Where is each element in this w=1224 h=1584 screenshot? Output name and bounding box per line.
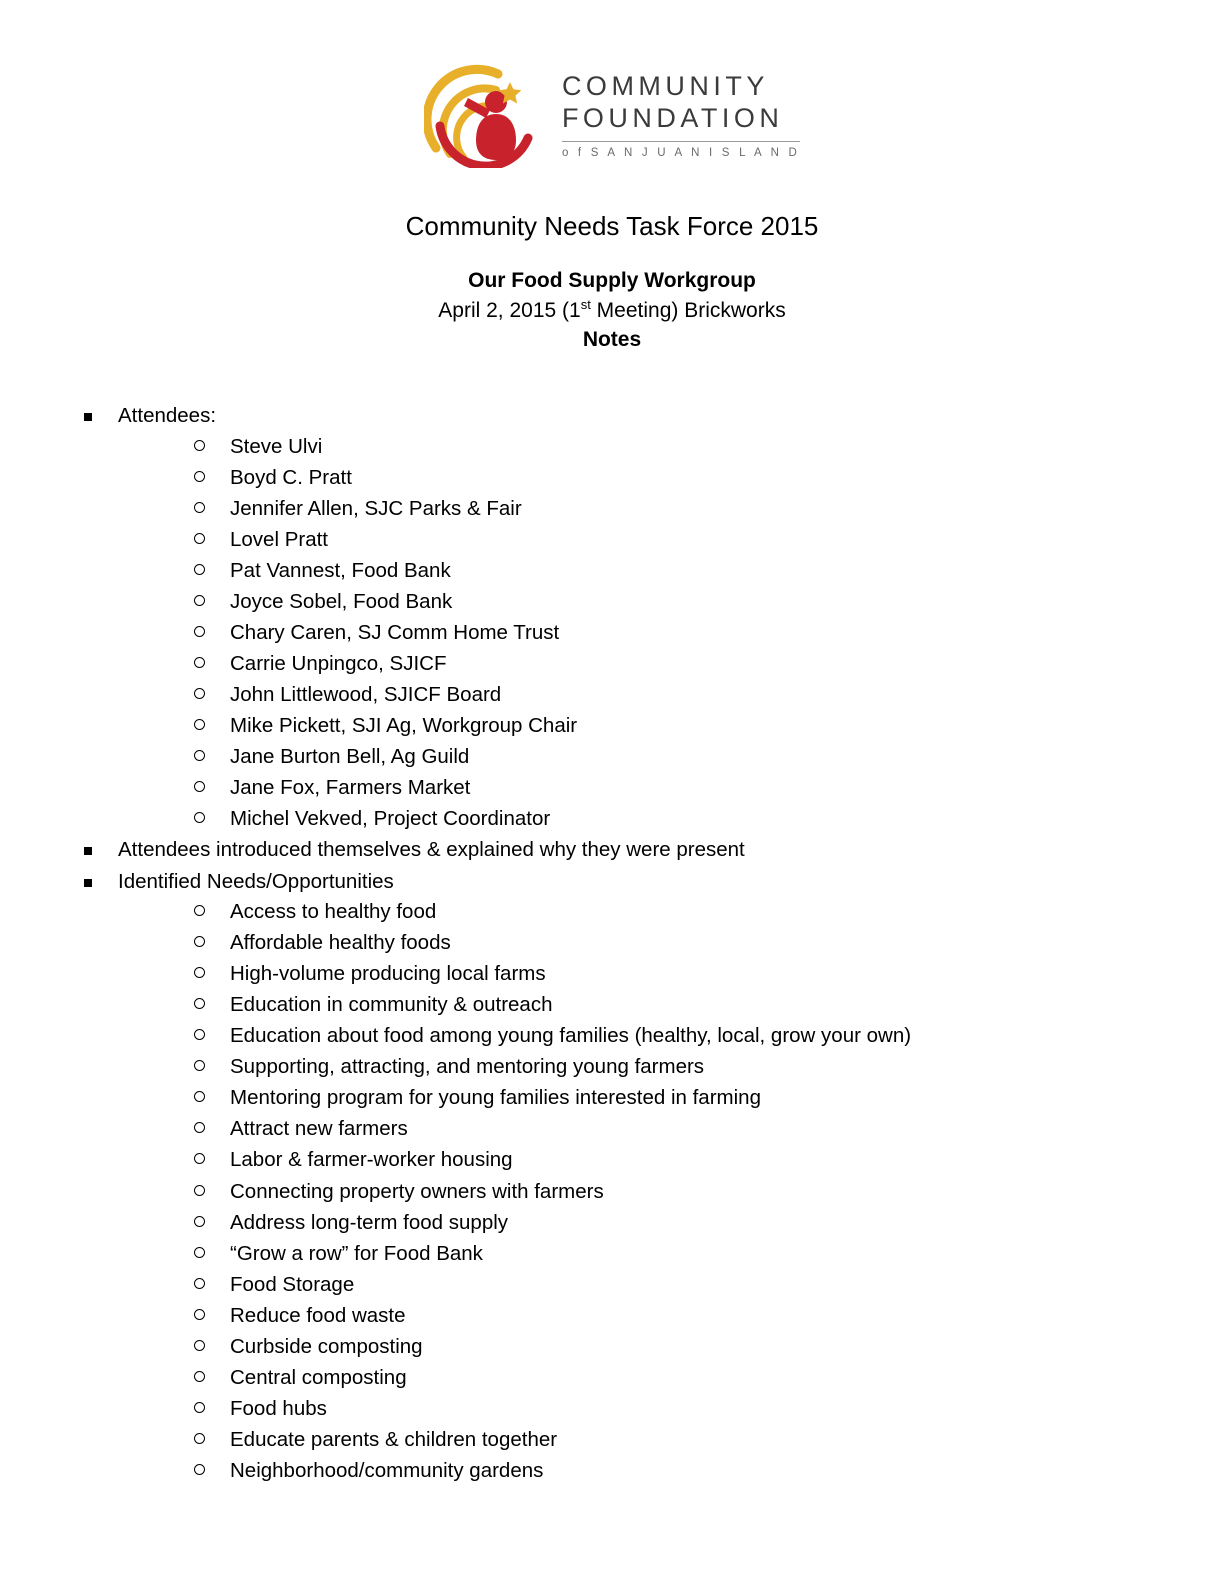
- circle-bullet-icon: [194, 967, 205, 978]
- need-item: Labor & farmer-worker housing: [230, 1148, 513, 1172]
- list-item: [118, 1114, 1164, 1144]
- circle-bullet-icon: [194, 471, 205, 482]
- circle-bullet-icon: [194, 905, 205, 916]
- list-item: [118, 432, 1164, 462]
- meeting-ordinal-suffix: st: [580, 296, 591, 312]
- section-heading: Attendees:: [118, 404, 217, 428]
- circle-bullet-icon: [194, 1029, 205, 1040]
- logo-text-line-1: COMMUNITY: [561, 71, 769, 102]
- list-item: [118, 1145, 1164, 1175]
- circle-bullet-icon: [194, 657, 205, 668]
- circle-bullet-icon: [194, 1464, 205, 1475]
- need-item: Affordable healthy foods: [230, 931, 451, 955]
- circle-bullet-icon: [194, 564, 205, 575]
- circle-bullet-icon: [194, 1122, 205, 1133]
- need-item: Access to healthy food: [230, 900, 437, 924]
- circle-bullet-icon: [194, 440, 205, 451]
- attendee-name: Jane Fox, Farmers Market: [230, 776, 471, 800]
- circle-bullet-icon: [194, 750, 205, 761]
- attendee-name: Joyce Sobel, Food Bank: [230, 589, 453, 613]
- needs-opportunities-list: [118, 897, 1164, 1486]
- need-item: Neighborhood/community gardens: [230, 1458, 544, 1482]
- need-item: Curbside composting: [230, 1334, 423, 1358]
- document-subtitle-block: [0, 266, 1224, 355]
- community-foundation-logo-icon: [424, 56, 544, 168]
- list-item: [118, 990, 1164, 1020]
- list-item: [118, 587, 1164, 617]
- need-item: High-volume producing local farms: [230, 962, 546, 986]
- circle-bullet-icon: [194, 626, 205, 637]
- list-item: [118, 556, 1164, 586]
- circle-bullet-icon: [194, 1185, 205, 1196]
- list-item: [78, 835, 1164, 866]
- circle-bullet-icon: [194, 1340, 205, 1351]
- list-item: [118, 742, 1164, 772]
- attendee-name: Mike Pickett, SJI Ag, Workgroup Chair: [230, 714, 578, 738]
- list-item: [118, 1394, 1164, 1424]
- list-item: [118, 897, 1164, 927]
- attendee-name: Chary Caren, SJ Comm Home Trust: [230, 620, 560, 644]
- attendee-name: Steve Ulvi: [230, 434, 323, 458]
- list-item: [118, 1332, 1164, 1362]
- section-heading: Identified Needs/Opportunities: [118, 869, 394, 893]
- attendee-name: Carrie Unpingco, SJICF: [230, 651, 447, 675]
- need-item: Education in community & outreach: [230, 993, 553, 1017]
- circle-bullet-icon: [194, 1309, 205, 1320]
- need-item: “Grow a row” for Food Bank: [230, 1241, 483, 1265]
- attendee-name: John Littlewood, SJICF Board: [230, 683, 502, 707]
- list-item: [118, 649, 1164, 679]
- circle-bullet-icon: [194, 595, 205, 606]
- notes-label: Notes: [582, 328, 642, 352]
- circle-bullet-icon: [194, 1091, 205, 1102]
- list-item: [118, 1270, 1164, 1300]
- need-item: Mentoring program for young families interested in farming: [230, 1086, 761, 1110]
- list-item: [118, 1363, 1164, 1393]
- circle-bullet-icon: [194, 1278, 205, 1289]
- circle-bullet-icon: [194, 1433, 205, 1444]
- circle-bullet-icon: [194, 812, 205, 823]
- list-item: [118, 1425, 1164, 1455]
- circle-bullet-icon: [194, 781, 205, 792]
- square-bullet-icon: [84, 879, 92, 887]
- attendee-name: Pat Vannest, Food Bank: [230, 558, 451, 582]
- notes-list: [78, 401, 1164, 1486]
- circle-bullet-icon: [194, 1153, 205, 1164]
- page-title: Community Needs Task Force 2015: [405, 211, 819, 241]
- attendee-name: Michel Vekved, Project Coordinator: [230, 807, 551, 831]
- meeting-date-pre: April 2, 2015 (1: [438, 298, 581, 322]
- need-item: Food Storage: [230, 1272, 355, 1296]
- meeting-line: [0, 296, 1224, 326]
- section-heading: Attendees introduced themselves & explained why they were present: [118, 838, 745, 862]
- circle-bullet-icon: [194, 502, 205, 513]
- circle-bullet-icon: [194, 1216, 205, 1227]
- need-item: Education about food among young families (healthy, local, grow your own): [230, 1024, 912, 1048]
- circle-bullet-icon: [194, 1371, 205, 1382]
- list-item: [118, 1052, 1164, 1082]
- list-item: [118, 680, 1164, 710]
- list-item: [118, 773, 1164, 803]
- attendee-name: Jennifer Allen, SJC Parks & Fair: [230, 496, 522, 520]
- circle-bullet-icon: [194, 1247, 205, 1258]
- circle-bullet-icon: [194, 533, 205, 544]
- circle-bullet-icon: [194, 688, 205, 699]
- logo-text-line-3: o f S A N J U A N I S L A N D: [561, 146, 801, 159]
- need-item: Central composting: [230, 1365, 407, 1389]
- list-item: [118, 711, 1164, 741]
- attendee-name: Jane Burton Bell, Ag Guild: [230, 745, 470, 769]
- circle-bullet-icon: [194, 1060, 205, 1071]
- attendees-list: [118, 432, 1164, 834]
- attendee-name: Boyd C. Pratt: [230, 465, 352, 489]
- workgroup-name: Our Food Supply Workgroup: [468, 268, 756, 292]
- need-item: Educate parents & children together: [230, 1427, 558, 1451]
- need-item: Supporting, attracting, and mentoring young farmers: [230, 1055, 705, 1079]
- list-item: [118, 1239, 1164, 1269]
- list-item: [118, 1301, 1164, 1331]
- list-item: [118, 1021, 1164, 1051]
- circle-bullet-icon: [194, 936, 205, 947]
- circle-bullet-icon: [194, 1402, 205, 1413]
- list-item: [118, 1177, 1164, 1207]
- need-item: Food hubs: [230, 1396, 327, 1420]
- list-item: [118, 928, 1164, 958]
- list-item: [118, 804, 1164, 834]
- need-item: Reduce food waste: [230, 1303, 406, 1327]
- logo-divider: [562, 141, 800, 142]
- need-item: Attract new farmers: [230, 1117, 408, 1141]
- list-item: [118, 1208, 1164, 1238]
- notes-content: [0, 401, 1224, 1486]
- list-item: [118, 494, 1164, 524]
- list-item: [118, 463, 1164, 493]
- meeting-date-post: Meeting) Brickworks: [590, 298, 786, 322]
- need-item: Connecting property owners with farmers: [230, 1179, 604, 1203]
- square-bullet-icon: [84, 847, 92, 855]
- list-item: [118, 525, 1164, 555]
- need-item: Address long-term food supply: [230, 1210, 509, 1234]
- logo-text-line-2: FOUNDATION: [561, 102, 784, 133]
- list-item: [118, 618, 1164, 648]
- list-item: [118, 1456, 1164, 1486]
- organization-logo: [0, 0, 1224, 168]
- circle-bullet-icon: [194, 998, 205, 1009]
- square-bullet-icon: [84, 413, 92, 421]
- list-item: [118, 1083, 1164, 1113]
- list-item: [118, 959, 1164, 989]
- list-item: [78, 867, 1164, 1486]
- list-item: [78, 401, 1164, 834]
- attendee-name: Lovel Pratt: [230, 527, 328, 551]
- circle-bullet-icon: [194, 719, 205, 730]
